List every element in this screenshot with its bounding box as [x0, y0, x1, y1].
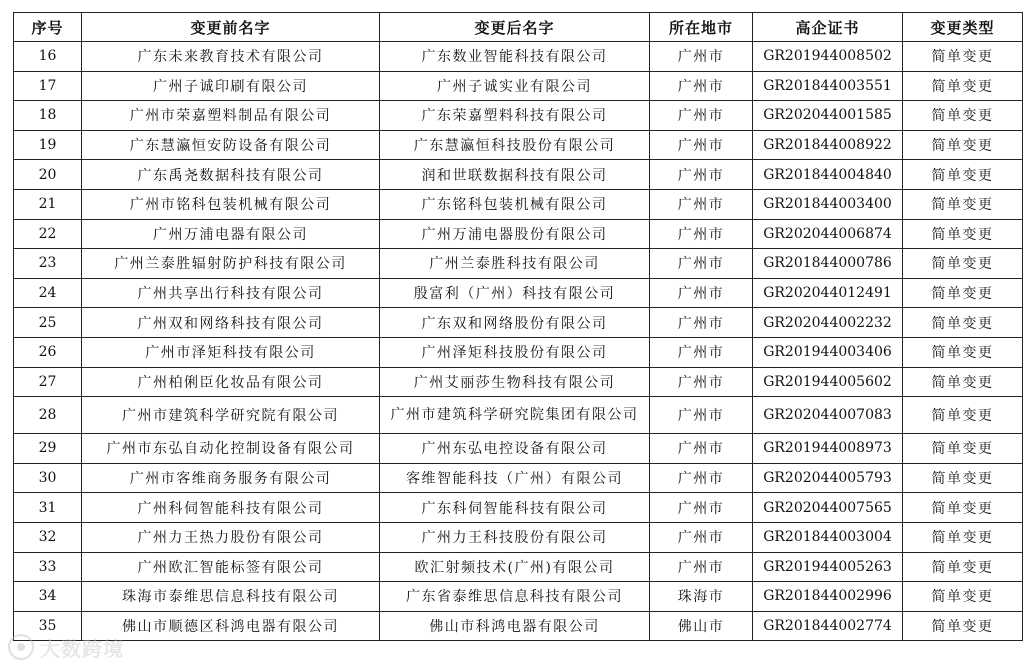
cell-name-before: 广州子诚印刷有限公司 — [82, 71, 380, 101]
table-row — [14, 434, 1023, 464]
cell-city: 广州市 — [650, 493, 753, 523]
cell-city: 广州市 — [650, 130, 753, 160]
cell-change-type: 简单变更 — [903, 189, 1023, 219]
cell-change-type: 简单变更 — [903, 552, 1023, 582]
cell-serial-number: 19 — [14, 130, 82, 160]
cell-name-before: 广州市荣嘉塑料制品有限公司 — [82, 101, 380, 131]
cell-name-before: 广州市铭科包装机械有限公司 — [82, 189, 380, 219]
cell-name-before: 广州柏俐臣化妆品有限公司 — [82, 367, 380, 397]
cell-change-type: 简单变更 — [903, 337, 1023, 367]
table-row — [14, 101, 1023, 131]
watermark-text: 大数跨境 — [40, 636, 124, 661]
cell-change-type: 简单变更 — [903, 160, 1023, 190]
cell-name-after: 广州兰泰胜科技有限公司 — [380, 249, 650, 279]
cell-change-type: 简单变更 — [903, 611, 1023, 641]
header-certificate: 高企证书 — [753, 13, 903, 42]
cell-change-type: 简单变更 — [903, 493, 1023, 523]
table-row — [14, 611, 1023, 641]
cell-city: 广州市 — [650, 367, 753, 397]
cell-change-type: 简单变更 — [903, 42, 1023, 72]
cell-serial-number: 32 — [14, 522, 82, 552]
cell-name-after: 广东铭科包装机械有限公司 — [380, 189, 650, 219]
company-name-change-table — [13, 12, 1023, 641]
cell-name-after: 润和世联数据科技有限公司 — [380, 160, 650, 190]
cell-city: 广州市 — [650, 337, 753, 367]
cell-serial-number: 21 — [14, 189, 82, 219]
table-row — [14, 582, 1023, 612]
cell-name-before: 广州双和网络科技有限公司 — [82, 308, 380, 338]
cell-change-type: 简单变更 — [903, 278, 1023, 308]
table-row — [14, 463, 1023, 493]
cell-certificate: GR201844008922 — [753, 130, 903, 160]
cell-city: 广州市 — [650, 522, 753, 552]
cell-name-before: 广州科伺智能科技有限公司 — [82, 493, 380, 523]
cell-serial-number: 17 — [14, 71, 82, 101]
cell-serial-number: 29 — [14, 434, 82, 464]
table-row — [14, 160, 1023, 190]
cell-certificate: GR202044007565 — [753, 493, 903, 523]
table-row — [14, 552, 1023, 582]
cell-name-before: 广州市泽矩科技有限公司 — [82, 337, 380, 367]
cell-change-type: 简单变更 — [903, 249, 1023, 279]
cell-certificate: GR202044002232 — [753, 308, 903, 338]
cell-name-after: 广州子诚实业有限公司 — [380, 71, 650, 101]
header-name-after: 变更后名字 — [380, 13, 650, 42]
cell-certificate: GR202044007083 — [753, 397, 903, 434]
cell-name-before: 广州欧汇智能标签有限公司 — [82, 552, 380, 582]
cell-certificate: GR201844002996 — [753, 582, 903, 612]
cell-serial-number: 18 — [14, 101, 82, 131]
cell-city: 广州市 — [650, 249, 753, 279]
cell-name-after: 客维智能科技（广州）有限公司 — [380, 463, 650, 493]
cell-name-after: 广州市建筑科学研究院集团有限公司 — [380, 397, 650, 434]
cell-city: 广州市 — [650, 308, 753, 338]
cell-certificate: GR201844004840 — [753, 160, 903, 190]
cell-serial-number: 23 — [14, 249, 82, 279]
cell-serial-number: 28 — [14, 397, 82, 434]
cell-serial-number: 35 — [14, 611, 82, 641]
cell-certificate: GR201944008973 — [753, 434, 903, 464]
cell-name-after: 广州东弘电控设备有限公司 — [380, 434, 650, 464]
cell-name-after: 广州艾丽莎生物科技有限公司 — [380, 367, 650, 397]
table-row — [14, 189, 1023, 219]
cell-city: 广州市 — [650, 278, 753, 308]
cell-city: 广州市 — [650, 42, 753, 72]
cell-name-after: 广州万浦电器股份有限公司 — [380, 219, 650, 249]
header-city: 所在地市 — [650, 13, 753, 42]
cell-certificate: GR201844003551 — [753, 71, 903, 101]
cell-name-before: 广州市东弘自动化控制设备有限公司 — [82, 434, 380, 464]
cell-name-before: 广东慧瀛恒安防设备有限公司 — [82, 130, 380, 160]
table-row — [14, 337, 1023, 367]
cell-city: 广州市 — [650, 552, 753, 582]
cell-city: 广州市 — [650, 160, 753, 190]
cell-serial-number: 20 — [14, 160, 82, 190]
cell-city: 广州市 — [650, 189, 753, 219]
cell-name-before: 佛山市顺德区科鸿电器有限公司 — [82, 611, 380, 641]
cell-city: 广州市 — [650, 71, 753, 101]
cell-certificate: GR202044001585 — [753, 101, 903, 131]
cell-serial-number: 31 — [14, 493, 82, 523]
cell-certificate: GR201844000786 — [753, 249, 903, 279]
cell-certificate: GR201944005602 — [753, 367, 903, 397]
cell-change-type: 简单变更 — [903, 308, 1023, 338]
cell-name-after: 广州力王科技股份有限公司 — [380, 522, 650, 552]
cell-name-before: 珠海市泰维思信息科技有限公司 — [82, 582, 380, 612]
table-row — [14, 522, 1023, 552]
table-row — [14, 249, 1023, 279]
cell-name-after: 欧汇射频技术(广州)有限公司 — [380, 552, 650, 582]
header-serial-number: 序号 — [14, 13, 82, 42]
cell-name-after: 广东数业智能科技有限公司 — [380, 42, 650, 72]
cell-city: 珠海市 — [650, 582, 753, 612]
cell-certificate: GR201844003400 — [753, 189, 903, 219]
cell-serial-number: 30 — [14, 463, 82, 493]
cell-serial-number: 24 — [14, 278, 82, 308]
cell-change-type: 简单变更 — [903, 71, 1023, 101]
cell-certificate: GR202044005793 — [753, 463, 903, 493]
cell-serial-number: 25 — [14, 308, 82, 338]
cell-city: 广州市 — [650, 397, 753, 434]
cell-change-type: 简单变更 — [903, 522, 1023, 552]
cell-serial-number: 26 — [14, 337, 82, 367]
cell-name-before: 广州力王热力股份有限公司 — [82, 522, 380, 552]
table-row — [14, 219, 1023, 249]
cell-serial-number: 27 — [14, 367, 82, 397]
cell-serial-number: 16 — [14, 42, 82, 72]
cell-change-type: 简单变更 — [903, 397, 1023, 434]
cell-certificate: GR201944003406 — [753, 337, 903, 367]
cell-change-type: 简单变更 — [903, 434, 1023, 464]
cell-change-type: 简单变更 — [903, 582, 1023, 612]
cell-serial-number: 33 — [14, 552, 82, 582]
table-row — [14, 130, 1023, 160]
cell-city: 广州市 — [650, 101, 753, 131]
cell-change-type: 简单变更 — [903, 463, 1023, 493]
cell-name-after: 广东慧瀛恒科技股份有限公司 — [380, 130, 650, 160]
cell-name-before: 广州市客维商务服务有限公司 — [82, 463, 380, 493]
cell-change-type: 简单变更 — [903, 130, 1023, 160]
cell-name-before: 广东禹尧数据科技有限公司 — [82, 160, 380, 190]
cell-certificate: GR201944008502 — [753, 42, 903, 72]
cell-serial-number: 22 — [14, 219, 82, 249]
cell-name-before: 广东未来教育技术有限公司 — [82, 42, 380, 72]
cell-city: 广州市 — [650, 219, 753, 249]
cell-city: 佛山市 — [650, 611, 753, 641]
cell-certificate: GR202044006874 — [753, 219, 903, 249]
cell-certificate: GR202044012491 — [753, 278, 903, 308]
cell-name-after: 广东双和网络股份有限公司 — [380, 308, 650, 338]
cell-name-after: 广东荣嘉塑料科技有限公司 — [380, 101, 650, 131]
cell-change-type: 简单变更 — [903, 367, 1023, 397]
cell-certificate: GR201844003004 — [753, 522, 903, 552]
cell-city: 广州市 — [650, 463, 753, 493]
table-row — [14, 308, 1023, 338]
cell-certificate: GR201844002774 — [753, 611, 903, 641]
cell-city: 广州市 — [650, 434, 753, 464]
table-header-row — [14, 13, 1023, 42]
header-change-type: 变更类型 — [903, 13, 1023, 42]
cell-name-after: 广东科伺智能科技有限公司 — [380, 493, 650, 523]
cell-name-after: 佛山市科鸿电器有限公司 — [380, 611, 650, 641]
table-row — [14, 397, 1023, 434]
cell-certificate: GR201944005263 — [753, 552, 903, 582]
cell-name-before: 广州万浦电器有限公司 — [82, 219, 380, 249]
header-name-before: 变更前名字 — [82, 13, 380, 42]
table-row — [14, 42, 1023, 72]
cell-name-after: 殷富利（广州）科技有限公司 — [380, 278, 650, 308]
cell-name-before: 广州市建筑科学研究院有限公司 — [82, 397, 380, 434]
table-row — [14, 367, 1023, 397]
cell-name-after: 广东省泰维思信息科技有限公司 — [380, 582, 650, 612]
table-row — [14, 71, 1023, 101]
table-row — [14, 278, 1023, 308]
table-row — [14, 493, 1023, 523]
cell-name-after: 广州泽矩科技股份有限公司 — [380, 337, 650, 367]
cell-change-type: 简单变更 — [903, 101, 1023, 131]
cell-serial-number: 34 — [14, 582, 82, 612]
cell-change-type: 简单变更 — [903, 219, 1023, 249]
cell-name-before: 广州兰泰胜辐射防护科技有限公司 — [82, 249, 380, 279]
cell-name-before: 广州共享出行科技有限公司 — [82, 278, 380, 308]
